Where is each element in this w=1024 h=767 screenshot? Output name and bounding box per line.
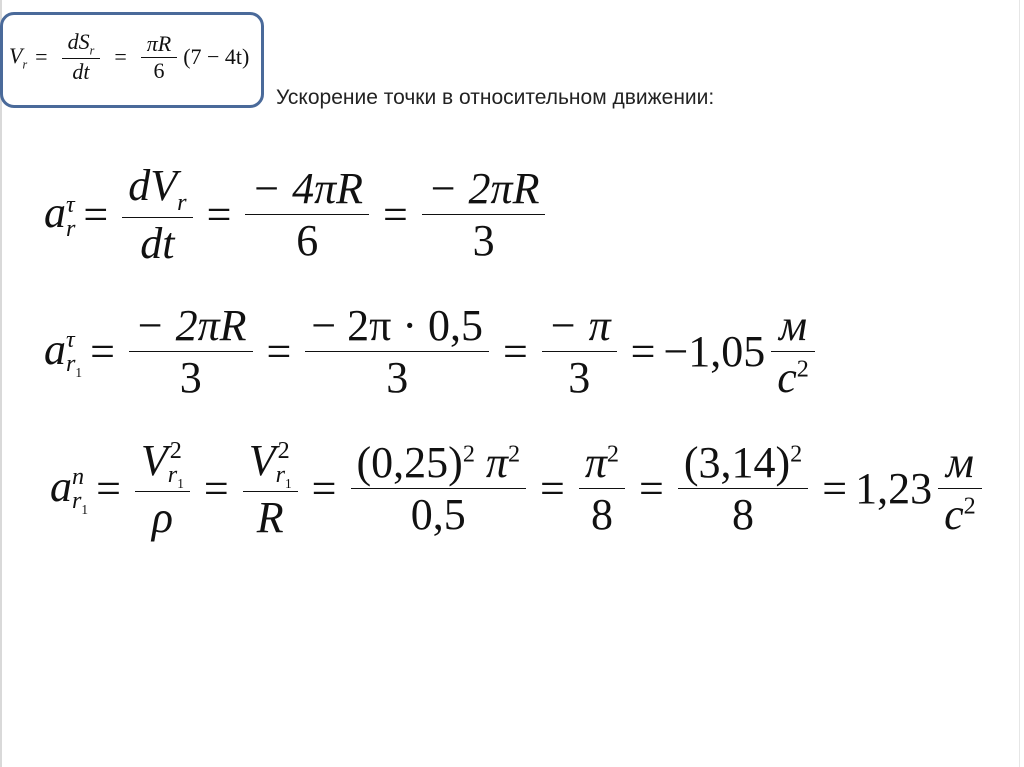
equals-sign: = — [822, 464, 848, 514]
unit-m-per-s2: $\frac{м}{с^2}$ — [771, 300, 815, 403]
slide-heading: Ускорение точки в относительном движении: — [276, 86, 715, 109]
fraction-dv-dt: $\frac{dV_r}{dt}$ — [122, 160, 192, 269]
equals-sign: = — [630, 327, 656, 376]
equals-sign: = — [311, 464, 337, 514]
equals-sign: = — [383, 189, 408, 239]
fraction-ds-dt: $\frac{dS_r}{dt}$ — [62, 29, 101, 85]
fraction-314sq-8: $\frac{(3,14)^2}{8}$ — [678, 437, 808, 540]
fraction-2pir-3: $\frac{- 2\pi R}{3}$ — [422, 163, 546, 266]
result-value: 1,23 — [855, 464, 933, 514]
equals-sign: = — [503, 327, 528, 376]
equals-sign: = — [90, 327, 115, 376]
lhs-a-n-r1: a n $r_1$ — [50, 462, 89, 518]
equation-tangential-general — [44, 160, 551, 269]
lhs-a-tau-r: a τ r — [44, 188, 76, 243]
equals-sign: = — [83, 189, 109, 239]
equals-sign: = — [540, 464, 565, 514]
equals-sign: = — [266, 327, 292, 376]
result-value: −1,05 — [663, 327, 766, 376]
equals-sign: = — [206, 189, 232, 239]
equals-sign: = — [203, 464, 229, 514]
equals-sign: = — [96, 464, 121, 514]
velocity-formula — [9, 29, 249, 85]
equation-normal-acceleration — [50, 435, 988, 543]
equals-sign: = — [639, 464, 664, 514]
velocity-lhs: $V_r$ — [9, 42, 28, 71]
equals-sign: = — [35, 44, 48, 70]
fraction-2pir-3: $\frac{- 2\pi R}{3}$ — [129, 300, 253, 403]
fraction-2pi-05-3: $\frac{- 2\pi \cdot 0,5}{3}$ — [305, 300, 489, 403]
fraction-pi-3: $\frac{- \pi}{3}$ — [542, 300, 617, 403]
slide-right-edge — [1019, 0, 1020, 767]
fraction-4pir-6: $\frac{- 4\pi R}{6}$ — [245, 163, 369, 266]
equals-sign: = — [114, 44, 127, 70]
velocity-callout — [0, 12, 264, 108]
equation-tangential-value — [44, 300, 821, 403]
slide-left-edge — [0, 0, 2, 767]
paren-expression: (7 − 4t) — [183, 44, 250, 70]
fraction-v2-r: V 2 $r_1$ R — [243, 435, 298, 543]
unit-m-per-s2: $\frac{м}{с^2}$ — [938, 437, 982, 540]
fraction-pi2-8: $\frac{\pi^2}{8}$ — [579, 437, 625, 540]
fraction-v2-rho: V 2 $r_1$ ρ — [135, 435, 190, 543]
fraction-025-pi2-05: $\frac{(0,25)^2 \pi^2}{0,5}$ — [351, 437, 527, 540]
lhs-a-tau-r1: a τ $r_1$ — [44, 324, 83, 380]
fraction-pir-6: $\frac{\pi R}{6}$ — [141, 31, 177, 84]
